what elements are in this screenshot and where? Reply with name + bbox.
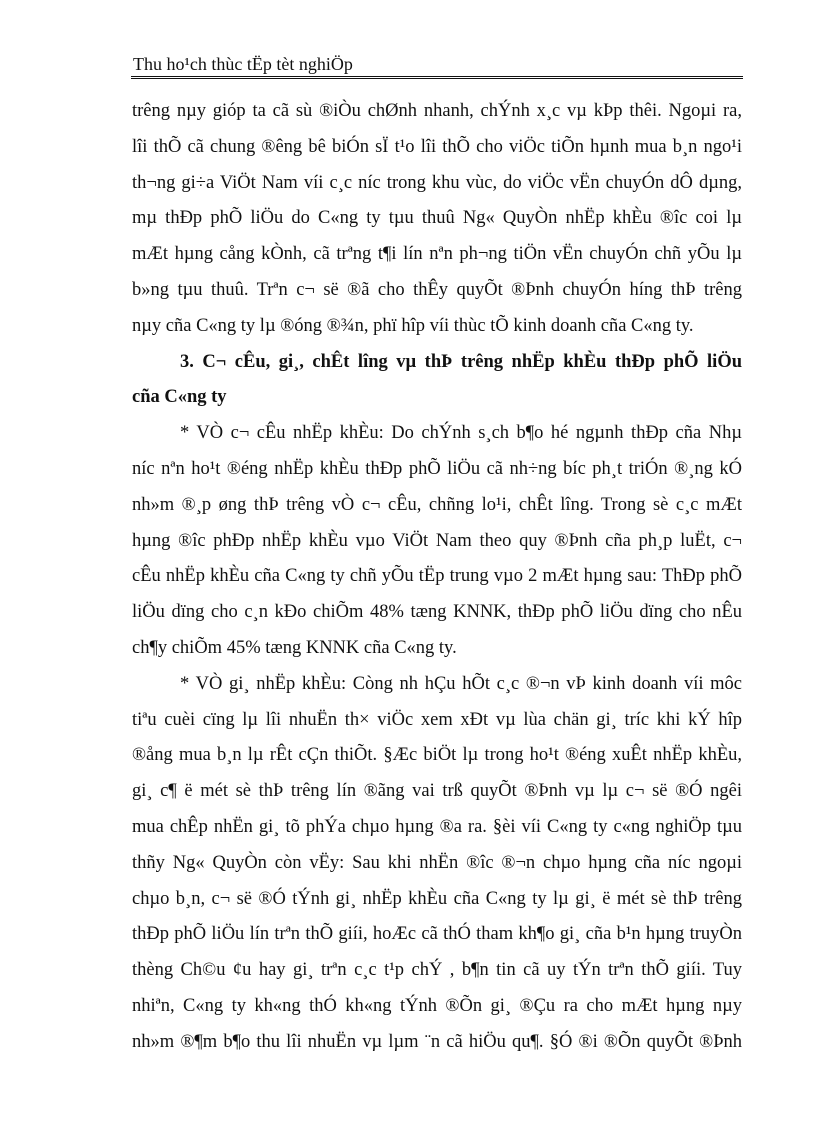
text-line: lîi thÕ cã chung ®êng bê biÓn sÏ t¹o lîi thÕ cho viÖc tiÕn hµnh mua b¸n ngo¹i — [132, 136, 742, 157]
text-line: mua chÊp nhËn gi¸ tõ phÝa chµo hµng ®a ra. §èi víi C«ng ty c«ng nghiÖp tµu — [132, 816, 742, 837]
text-line: gi¸ c¶ ë mét sè thÞ trêng lín ®ãng vai trß quyÕt ®Þnh vµ lµ c¬ së ®Ó ngêi — [132, 781, 742, 802]
text-line: ®ång mua b¸n lµ rÊt cÇn thiÕt. §Æc biÖt lµ trong ho¹t ®éng xuÊt nhËp khÈu, — [132, 745, 742, 766]
heading-line: cña C«ng ty — [132, 387, 227, 408]
document-body — [132, 94, 742, 1061]
text-line: nµy cña C«ng ty lµ ®óng ®¾n, phï hîp víi thùc tÕ kinh doanh cña C«ng ty. — [132, 315, 694, 336]
text-line: mÆt hµng cång kÒnh, cã trªng t¶i lín nªn ph¬ng tiÖn vËn chuyÓn chñ yÕu lµ — [132, 244, 742, 265]
text-line: trêng nµy gióp ta cã sù ®iÒu chØnh nhanh, chÝnh x¸c vµ kÞp thêi. Ngoµi ra, — [132, 101, 742, 121]
text-line: thñy Ng« QuyÒn còn vËy: Sau khi nhËn ®îc ®¬n chµo hµng cña níc ngoµi — [132, 852, 742, 873]
text-line: tiªu cuèi cïng lµ lîi nhuËn th× viÖc xem xÐt vµ lùa chän gi¸ tríc khi kÝ hîp — [132, 709, 742, 730]
text-line: th¬ng gi÷a ViÖt Nam víi c¸c níc trong khu vùc, do viÖc vËn chuyÓn dÔ dµng, — [132, 172, 742, 193]
paragraph-import-structure — [132, 416, 742, 667]
text-line: cÊu nhËp khÈu cña C«ng ty chñ yÕu tËp trung vµo 2 mÆt hµng sau: ThÐp phÕ — [132, 566, 742, 587]
running-header-title: Thu ho¹ch thùc tËp tèt nghiÖp — [133, 54, 353, 74]
text-line: nh»m ®¸p øng thÞ trêng vÒ c¬ cÊu, chñng lo¹i, chÊt lîng. Trong sè c¸c mÆt — [132, 494, 742, 515]
heading-line: 3. C¬ cÊu, gi¸, chÊt lîng vµ thÞ trêng nhËp khÈu thÐp phÕ liÖu — [180, 351, 742, 372]
text-line: * VÒ gi¸ nhËp khÈu: Còng nh hÇu hÕt c¸c ®¬n vÞ kinh doanh víi môc — [180, 673, 742, 694]
text-line: níc nªn ho¹t ®éng nhËp khÈu thÐp phÕ liÖu cã nh÷ng bíc ph¸t triÓn ®¸ng kÓ — [132, 458, 742, 479]
text-line: mµ thÐp phÕ liÖu do C«ng ty tµu thuû Ng« QuyÒn nhËp khÈu ®îc coi lµ — [132, 208, 742, 229]
section-heading — [132, 345, 742, 417]
paragraph-import-price — [132, 667, 742, 1061]
text-line: b»ng tµu thuû. Trªn c¬ së ®ã cho thÊy quyÕt ®Þnh chuyÓn híng thÞ trêng — [132, 279, 742, 300]
text-line: thèng Ch©u ¢u hay gi¸ trªn c¸c t¹p chÝ , b¶n tin cã uy tÝn trªn thÕ giíi. Tuy — [132, 960, 742, 981]
text-line: * VÒ c¬ cÊu nhËp khÈu: Do chÝnh s¸ch b¶o hé ngµnh thÐp cña Nhµ — [180, 423, 742, 444]
text-line: ch¶y chiÕm 45% tæng KNNK cña C«ng ty. — [132, 637, 457, 658]
text-line: hµng ®îc phÐp nhËp khÈu vµo ViÖt Nam theo quy ®Þnh cña ph¸p luËt, c¬ — [132, 530, 742, 551]
text-line: chµo b¸n, c¬ së ®Ó tÝnh gi¸ nhËp khÈu cña C«ng ty lµ gi¸ ë mét sè thÞ trêng — [132, 888, 742, 909]
page-header — [131, 50, 743, 79]
text-line: thÐp phÕ liÖu lín trªn thÕ giíi, hoÆc cã thÓ tham kh¶o gi¸ cña b¹n hµng truyÒn — [132, 924, 742, 945]
text-line: liÖu dïng cho c¸n kÐo chiÕm 48% tæng KNNK, thÐp phÕ liÖu dïng cho nÊu — [132, 602, 742, 623]
text-line: nh»m ®¶m b¶o thu lîi nhuËn vµ lµm ¨n cã hiÖu qu¶. §Ó ®i ®Õn quyÕt ®Þnh — [132, 1031, 742, 1052]
text-line: nhiªn, C«ng ty kh«ng thÓ kh«ng tÝnh ®Õn gi¸ ®Çu ra cho mÆt hµng nµy — [132, 995, 742, 1016]
paragraph-market-context — [132, 94, 742, 345]
